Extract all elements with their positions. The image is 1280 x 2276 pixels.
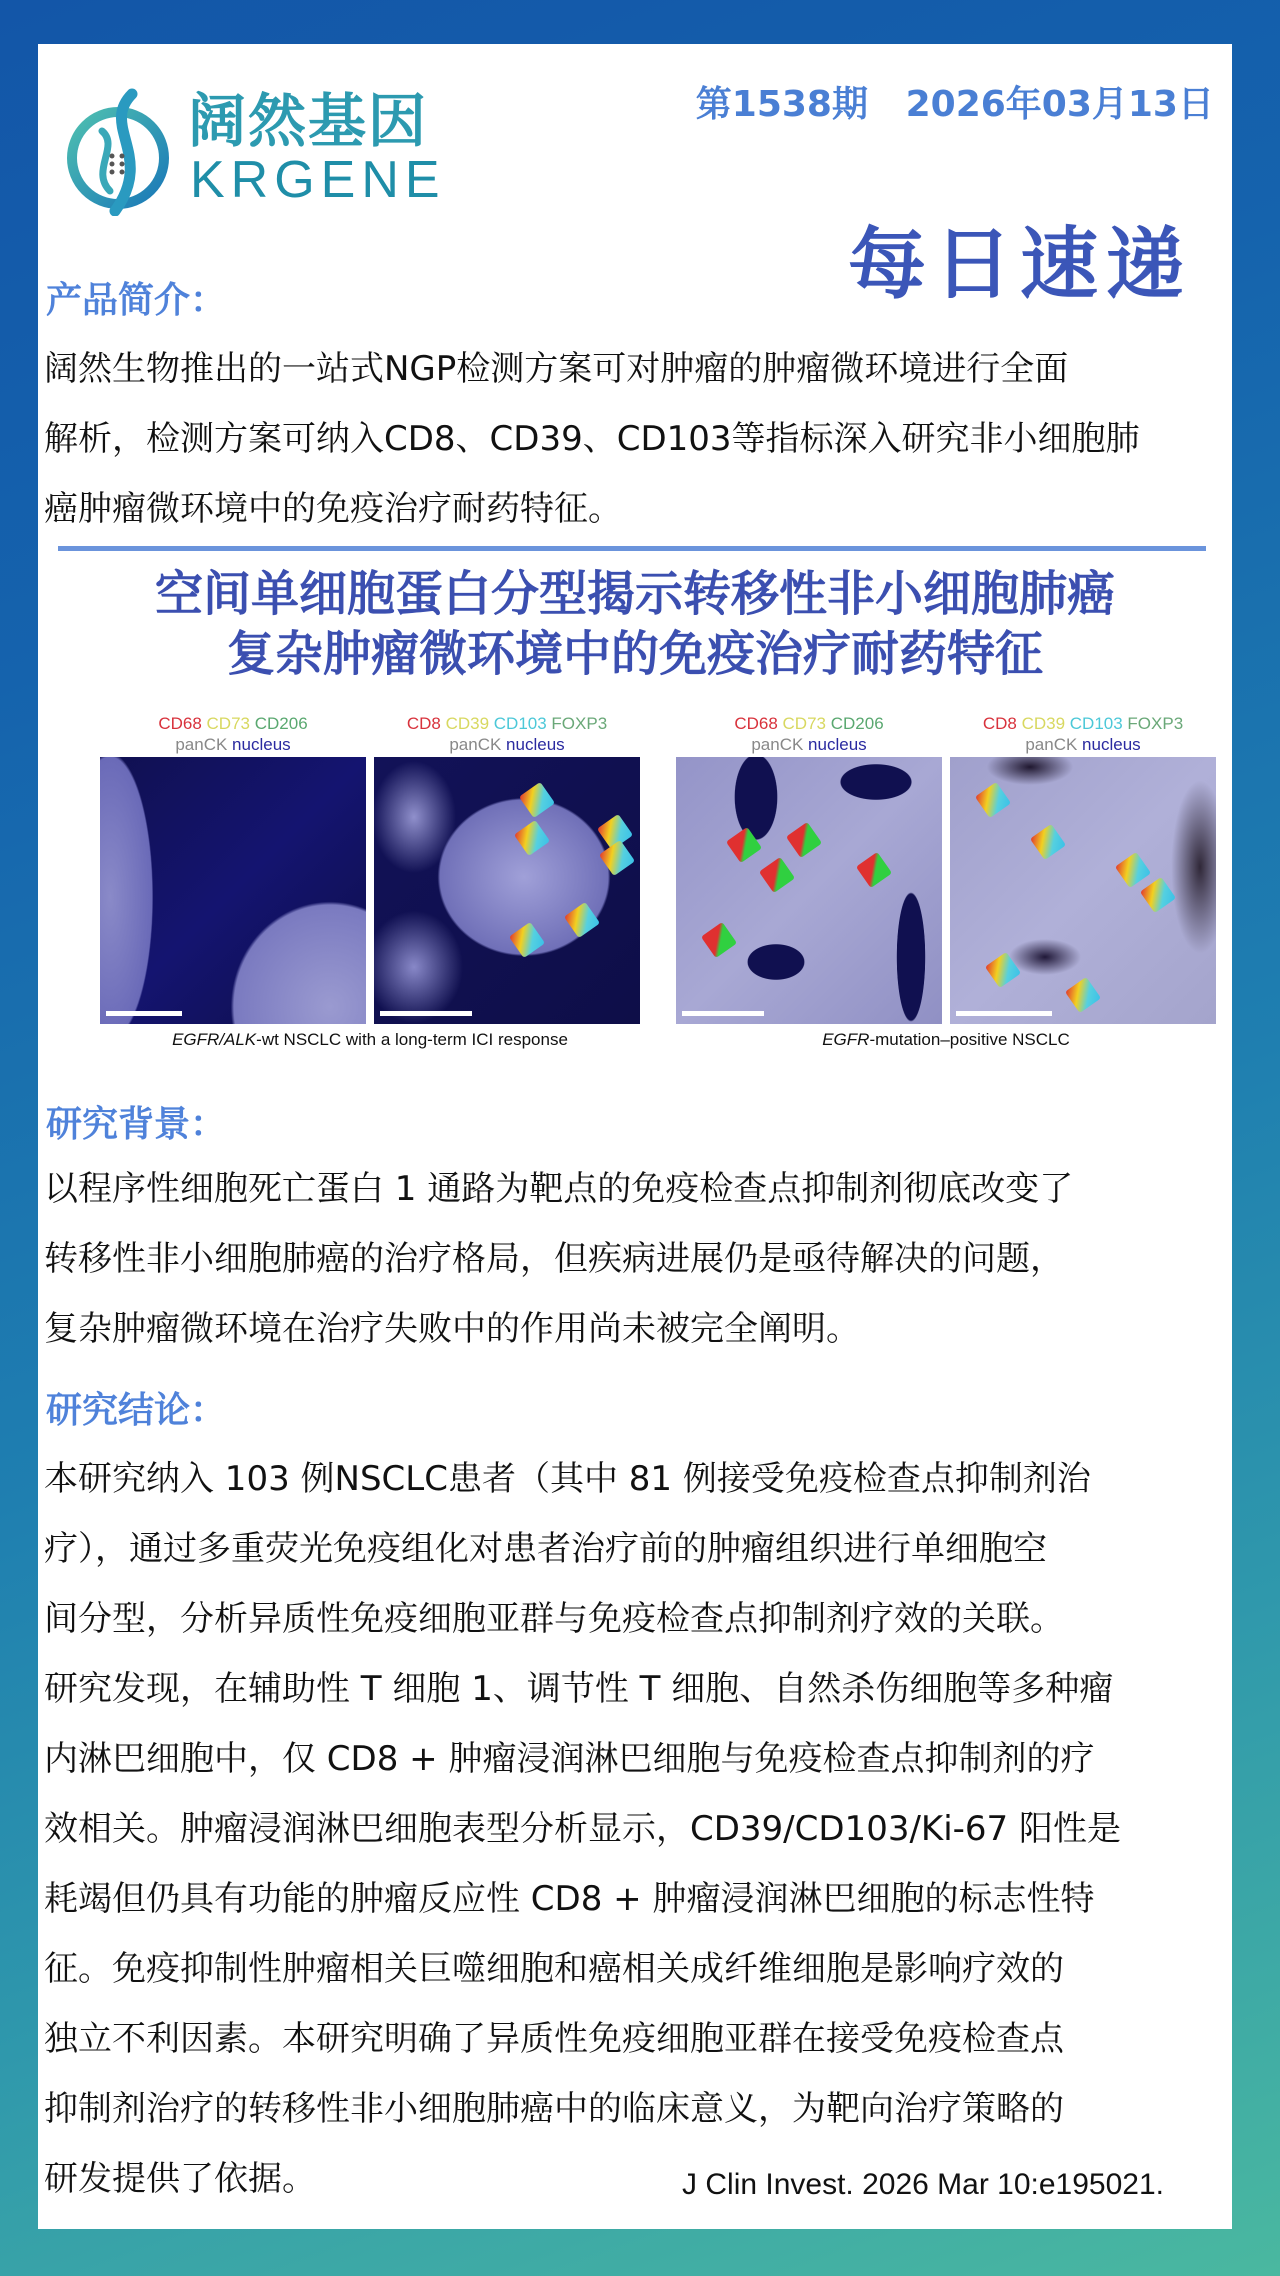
issue-date: 2026年03月13日	[905, 84, 1214, 125]
citation: J Clin Invest. 2026 Mar 10:e195021.	[682, 2168, 1164, 2201]
text-line: 内淋巴细胞中，仅 CD8 + 肿瘤浸润淋巴细胞与免疫检查点抑制剂的疗	[44, 1739, 1095, 1779]
conclusion-text	[44, 1444, 1224, 2214]
newsletter-card	[38, 44, 1232, 2229]
panel-legend: CD8 CD39 CD103 FOXP3 panCK nucleus	[982, 714, 1184, 754]
figure-caption: EGFR-mutation–positive NSCLC	[822, 1030, 1070, 1049]
background-text	[44, 1154, 1224, 1364]
background-heading: 研究背景：	[46, 1104, 227, 1145]
text-line: 以程序性细胞死亡蛋白 1 通路为靶点的免疫检查点抑制剂彻底改变了	[44, 1169, 1074, 1209]
text-line: 解析，检测方案可纳入CD8、CD39、CD103等指标深入研究非小细胞肺	[44, 419, 1140, 459]
logo-english-name: KRGENE	[190, 151, 446, 209]
issue-number: 第1538期	[695, 84, 868, 125]
microscopy-panel	[100, 757, 366, 1024]
text-line: 独立不利因素。本研究明确了异质性免疫细胞亚群在接受免疫检查点	[44, 2019, 1064, 2059]
text-line: 癌肿瘤微环境中的免疫治疗耐药特征。	[44, 489, 622, 529]
text-line: 复杂肿瘤微环境在治疗失败中的作用尚未被完全阐明。	[44, 1309, 860, 1349]
text-line: 研发提供了依据。	[44, 2159, 316, 2199]
text-line: 间分型，分析异质性免疫细胞亚群与免疫检查点抑制剂疗效的关联。	[44, 1599, 1064, 1639]
logo-chinese-name: 阔然基因	[188, 87, 429, 155]
text-line: 抑制剂治疗的转移性非小细胞肺癌中的临床意义，为靶向治疗策略的	[44, 2089, 1064, 2129]
conclusion-heading: 研究结论：	[46, 1390, 227, 1431]
microscopy-panel	[374, 757, 640, 1024]
text-line: 效相关。肿瘤浸润淋巴细胞表型分析显示，CD39/CD103/Ki-67 阳性是	[44, 1809, 1121, 1849]
figure-mihc	[38, 44, 1232, 1144]
panel-legend: CD68 CD73 CD206 panCK nucleus	[734, 714, 884, 754]
text-line: 本研究纳入 103 例NSCLC患者（其中 81 例接受免疫检查点抑制剂治	[44, 1459, 1091, 1499]
microscopy-panel	[950, 757, 1216, 1024]
panel-legend: CD8 CD39 CD103 FOXP3 panCK nucleus	[406, 714, 608, 754]
text-line: 疗），通过多重荧光免疫组化对患者治疗前的肿瘤组织进行单细胞空	[44, 1529, 1047, 1569]
text-line: 征。免疫抑制性肿瘤相关巨噬细胞和癌相关成纤维细胞是影响疗效的	[44, 1949, 1064, 1989]
product-intro-heading: 产品简介：	[46, 280, 227, 321]
microscopy-panel	[676, 757, 942, 1024]
text-line: 阔然生物推出的一站式NGP检测方案可对肿瘤的肿瘤微环境进行全面	[44, 349, 1069, 389]
text-line: 研究发现，在辅助性 T 细胞 1、调节性 T 细胞、自然杀伤细胞等多种瘤	[44, 1669, 1114, 1709]
title-line: 空间单细胞蛋白分型揭示转移性非小细胞肺癌	[154, 566, 1115, 622]
column-title: 每日速递	[847, 220, 1192, 310]
text-line: 耗竭但仍具有功能的肿瘤反应性 CD8 + 肿瘤浸润淋巴细胞的标志性特	[44, 1879, 1095, 1919]
figure-caption: EGFR/ALK-wt NSCLC with a long-term ICI response	[172, 1030, 568, 1049]
panel-legend: CD68 CD73 CD206 panCK nucleus	[158, 714, 308, 754]
text-line: 转移性非小细胞肺癌的治疗格局，但疾病进展仍是亟待解决的问题，	[44, 1239, 1064, 1279]
title-line: 复杂肿瘤微环境中的免疫治疗耐药特征	[226, 626, 1043, 682]
